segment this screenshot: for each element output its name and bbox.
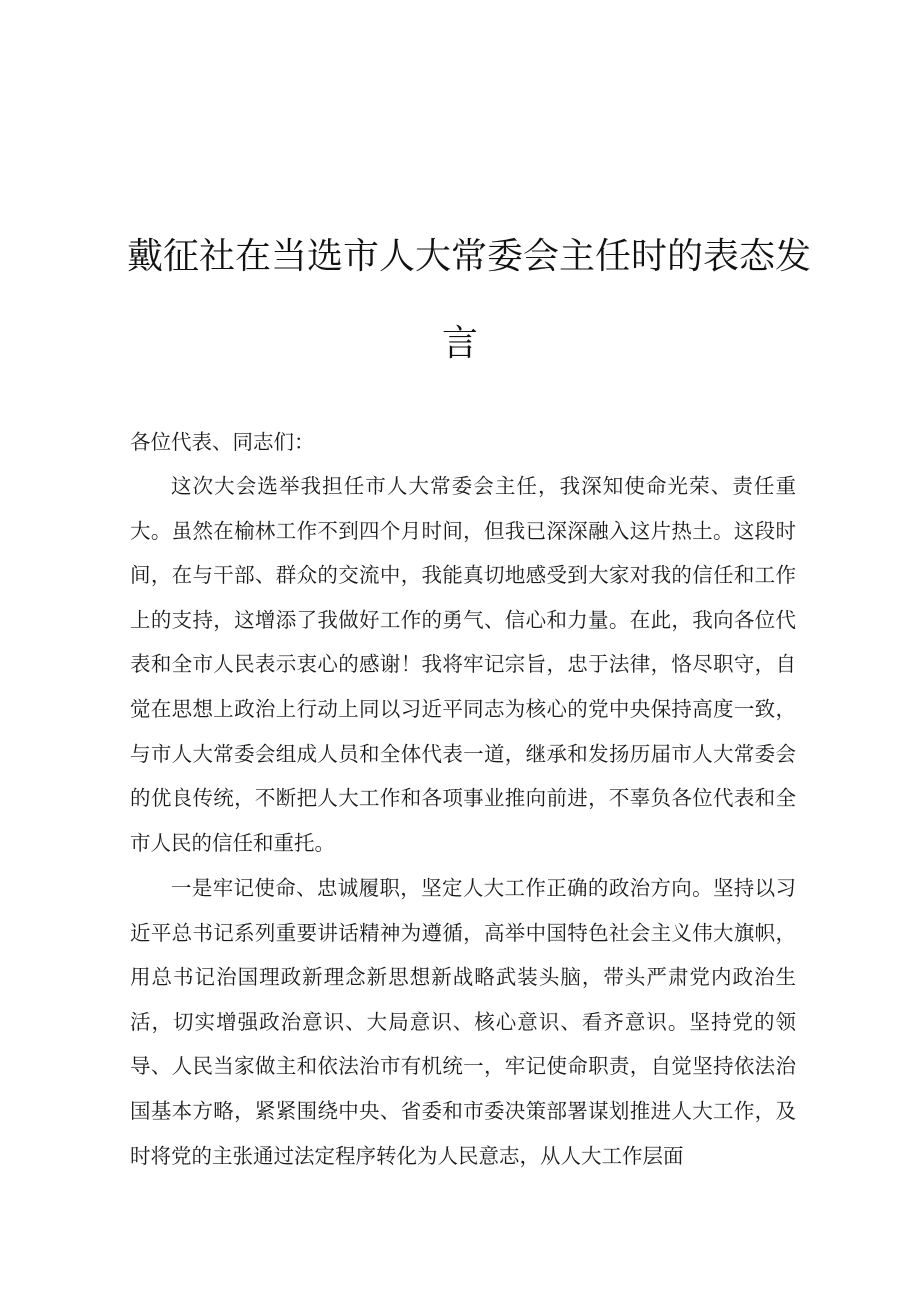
salutation: 各位代表、同志们： (130, 430, 315, 454)
paragraph-1: 这次大会选举我担任市人大常委会主任，我深知使命光荣、责任重大。虽然在榆林工作不到四个月时间，但我已深深融入这片热土。这段时间，在与干部、群众的交流中，我能真切地感受到大家对我的信任和工作上的支持，这增添了我做好工作的勇气、信心和力量。在此，我向各位代表和全市人民表示衷心的感谢！我将牢记宗旨，忠于法律，恪尽职守，自觉在思想上政治上行动上同以习近平同志为核心的党中央保持高度一致，与市人大常委会组成人员和全体代表一道，继承和发扬历届市人大常委会的优良传统，不断把人大工作和各项事业推向前进，不辜负各位代表和全市人民的信任和重托。 (130, 474, 796, 855)
document-title-line-2: 言 (441, 323, 478, 364)
document-title-line-1: 戴征社在当选市人大常委会主任时的表态发 (127, 236, 812, 277)
paragraph-2: 一是牢记使命、忠诚履职，坚定人大工作正确的政治方向。坚持以习近平总书记系列重要讲话精神为遵循，高举中国特色社会主义伟大旗帜，用总书记治国理政新理念新思想新战略武装头脑，带头严肃党内政治生活，切实增强政治意识、大局意识、核心意识、看齐意识。坚持党的领导、人民当家做主和依法治市有机统一，牢记使命职责，自觉坚持依法治国基本方略，紧紧围绕中央、省委和市委决策部署谋划推进人大工作，及时将党的主张通过法定程序转化为人民意志，从人大工作层面 (130, 876, 796, 1168)
